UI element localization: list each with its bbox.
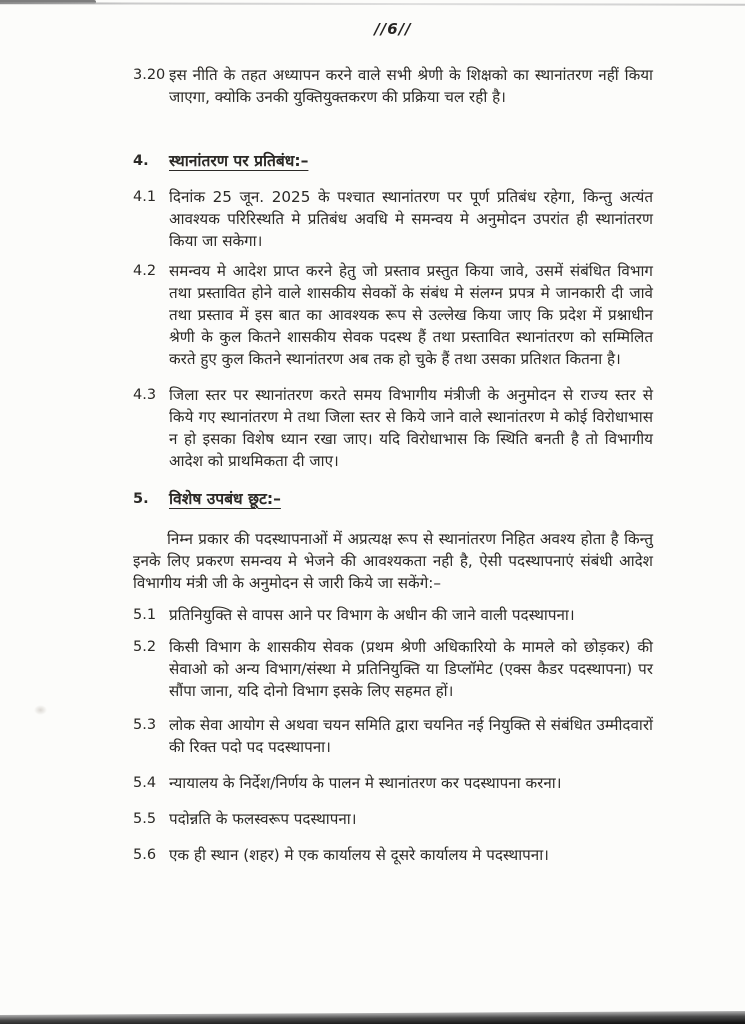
- section-number: 5.: [133, 491, 149, 507]
- clause-number: 5.2: [133, 639, 157, 655]
- clause-number: 5.1: [133, 607, 157, 623]
- clause-number: 5.5: [133, 811, 157, 827]
- scan-bottom-edge-artifact: [0, 1011, 745, 1024]
- section-title: विशेष उपबंध छूट:–: [169, 490, 281, 508]
- clause-4-2: [133, 260, 653, 370]
- clause-5-6: [133, 844, 653, 866]
- clause-number: 5.4: [133, 775, 157, 791]
- clause-number: 4.1: [133, 189, 157, 205]
- clause-number: 5.3: [133, 717, 157, 733]
- clause-text: किसी विभाग के शासकीय सेवक (प्रथम श्रेणी अधिकारियो के मामले को छोड़कर) की सेवाओ को अन्य विभाग/संस्था मे प्रतिनियुक्ति या डिप्लॉमेट (एक्स कैडर पदस्थापना) पर सौंपा जाना, यदि दोनो विभाग इसके लिए सहमत हों।: [169, 638, 653, 700]
- clause-5-4: [133, 772, 653, 794]
- clause-4-3: [133, 384, 653, 472]
- clause-text: न्यायालय के निर्देश/निर्णय के पालन मे स्थानांतरण कर पदस्थापना करना।: [169, 774, 562, 792]
- clause-number: 3.20: [133, 67, 166, 83]
- clause-3-20: [133, 64, 653, 108]
- clause-5-1: [133, 604, 653, 626]
- clause-5-3: [133, 714, 653, 758]
- clause-text: दिनांक 25 जून. 2025 के पश्चात स्थानांतरण पर पूर्ण प्रतिबंध रहेगा, किन्तु अत्यंत आवश्यक परिरिस्थति मे प्रतिबंध अवधि मे समन्वय मे अनुमोदन उपरांत ही स्थानांतरण किया जा सकेगा।: [169, 188, 653, 250]
- clause-text: प्रतिनियुक्ति से वापस आने पर विभाग के अधीन की जाने वाली पदस्थापना।: [169, 606, 575, 624]
- page-number: //6//: [374, 20, 412, 38]
- section-number: 4.: [133, 153, 149, 169]
- clause-text: इस नीति के तहत अध्यापन करने वाले सभी श्रेणी के शिक्षको का स्थानांतरण नहीं किया जाएगा, क्योकि उनकी युक्तियुक्तकरण की प्रक्रिया चल रही है।: [169, 66, 653, 106]
- section-heading-5: [133, 488, 653, 510]
- clause-5-5: [133, 808, 653, 830]
- section-title: स्थानांतरण पर प्रतिबंध:–: [169, 152, 309, 170]
- clause-text: जिला स्तर पर स्थानांतरण करते समय विभागीय मंत्रीजी के अनुमोदन से राज्य स्तर से किये गए स्थानांतरण मे तथा जिला स्तर से किये जाने वाले स्थानांतरण मे कोई विरोधाभास न हो इसका विशेष ध्यान रखा जाए। यदि विरोधाभास कि स्थिति बनती है तो विभागीय आदेश को प्राथमिकता दी जाए।: [169, 386, 653, 470]
- clause-text: लोक सेवा आयोग से अथवा चयन समिति द्वारा चयनित नई नियुक्ति से संबंधित उम्मीदवारों की रिक्त पदो पद पदस्थापना।: [169, 716, 653, 756]
- clause-4-1: [133, 186, 653, 252]
- clause-text: पदोन्नति के फलस्वरूप पदस्थापना।: [169, 810, 357, 828]
- scan-smudge-artifact: [34, 705, 47, 715]
- clause-text: एक ही स्थान (शहर) मे एक कार्यालय से दूसरे कार्यालय मे पदस्थापना।: [169, 846, 549, 864]
- clause-number: 5.6: [133, 847, 157, 863]
- clause-number: 4.2: [133, 263, 157, 279]
- section-heading-4: [133, 150, 653, 172]
- clause-5-2: [133, 636, 653, 702]
- section-5-intro-paragraph: निम्न प्रकार की पदस्थापनाओं में अप्रत्यक्ष रूप से स्थानांतरण निहित अवश्य होता है किन्तु इनके लिए प्रकरण समन्वय मे भेजने की आवश्यकता नही है, ऐसी पदस्थापनाएं संबंधी आदेश विभागीय मंत्री जी के अनुमोदन से जारी किये जा सकेंगे:–: [133, 530, 653, 592]
- clause-number: 4.3: [133, 387, 157, 403]
- clause-text: समन्वय मे आदेश प्राप्त करने हेतु जो प्रस्ताव प्रस्तुत किया जावे, उसमें संबंधित विभाग तथा प्रस्तावित होने वाले शासकीय सेवकों के संबंध मे संलग्न प्रपत्र मे जानकारी दी जावे तथा प्रस्ताव में इस बात का आवश्यक रूप से उल्लेख किया जाए कि प्रदेश में प्रश्नाधीन श्रेणी के कुल कितने शासकीय सेवक पदस्थ हैं तथा प्रस्तावित स्थानांतरण को सम्मिलित करते हुए कुल कितने स्थानांतरण अब तक हो चुके हैं तथा उसका प्रतिशत कितना है।: [169, 262, 653, 368]
- scan-top-edge-artifact: [0, 2, 745, 6]
- document-body: [133, 18, 653, 866]
